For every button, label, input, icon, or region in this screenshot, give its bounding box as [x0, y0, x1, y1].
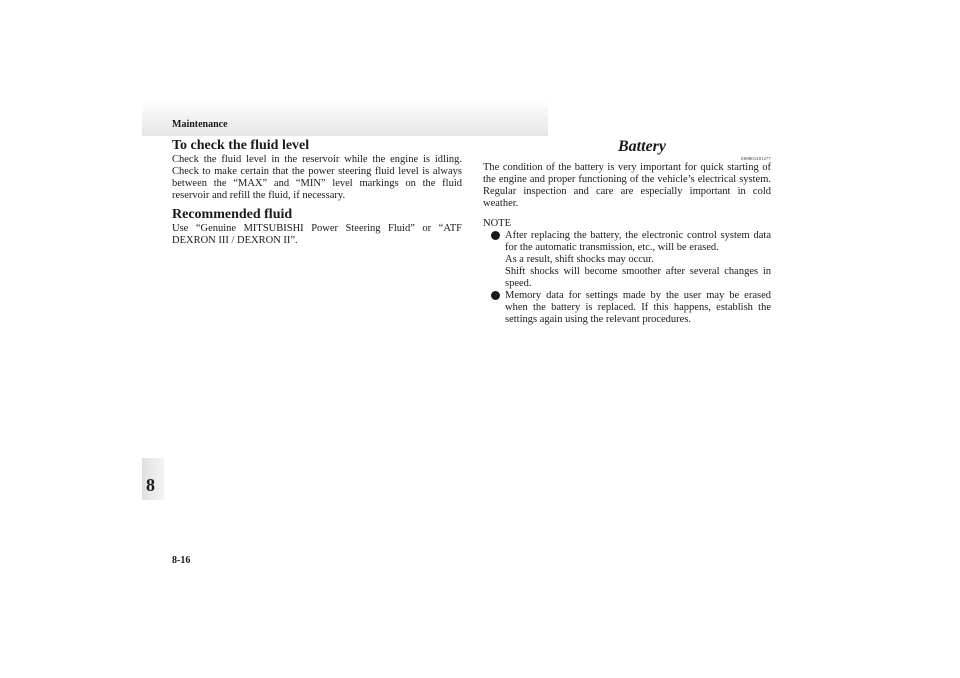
- section-code: E00801201277: [741, 156, 771, 161]
- left-column: [172, 137, 462, 251]
- recommended-fluid-paragraph: Use “Genuine MITSUBISHI Power Steering Fluid” or “ATF DEXRON III / DEXRON II”.: [172, 223, 462, 246]
- heading-recommended-fluid: Recommended fluid: [172, 207, 293, 222]
- heading-check-fluid-level: To check the fluid level: [172, 138, 310, 153]
- right-column: [483, 137, 771, 326]
- section-title: Maintenance: [172, 119, 228, 130]
- battery-title: Battery: [618, 138, 666, 155]
- note-line: As a result, shift shocks may occur.: [505, 254, 654, 265]
- note-line: After replacing the battery, the electronic control system data for the automatic transmission, etc., will be erased.: [505, 230, 771, 253]
- note-item: [483, 290, 771, 326]
- note-line: Memory data for settings made by the user may be erased when the battery is replaced. If this happens, establish the settings again using the relevant procedures.: [505, 290, 771, 325]
- note-item: [483, 230, 771, 290]
- check-fluid-paragraph: Check the fluid level in the reservoir while the engine is idling. Check to make certain that the power steering fluid level is always between the “MAX” and “MIN” level markings on the fluid reservoir and refill the fluid, if necessary.: [172, 154, 462, 201]
- page-number: 8-16: [172, 555, 191, 566]
- chapter-number: 8: [146, 475, 155, 495]
- note-label: NOTE: [483, 218, 511, 229]
- note-line: Shift shocks will become smoother after several changes in speed.: [505, 266, 771, 289]
- battery-intro-paragraph: The condition of the battery is very important for quick starting of the engine and proper functioning of the vehicle’s electrical system. Regular inspection and care are especially important in cold weather.: [483, 162, 771, 209]
- bullet-icon: [491, 291, 500, 300]
- header-band: [142, 100, 548, 136]
- bullet-icon: [491, 231, 500, 240]
